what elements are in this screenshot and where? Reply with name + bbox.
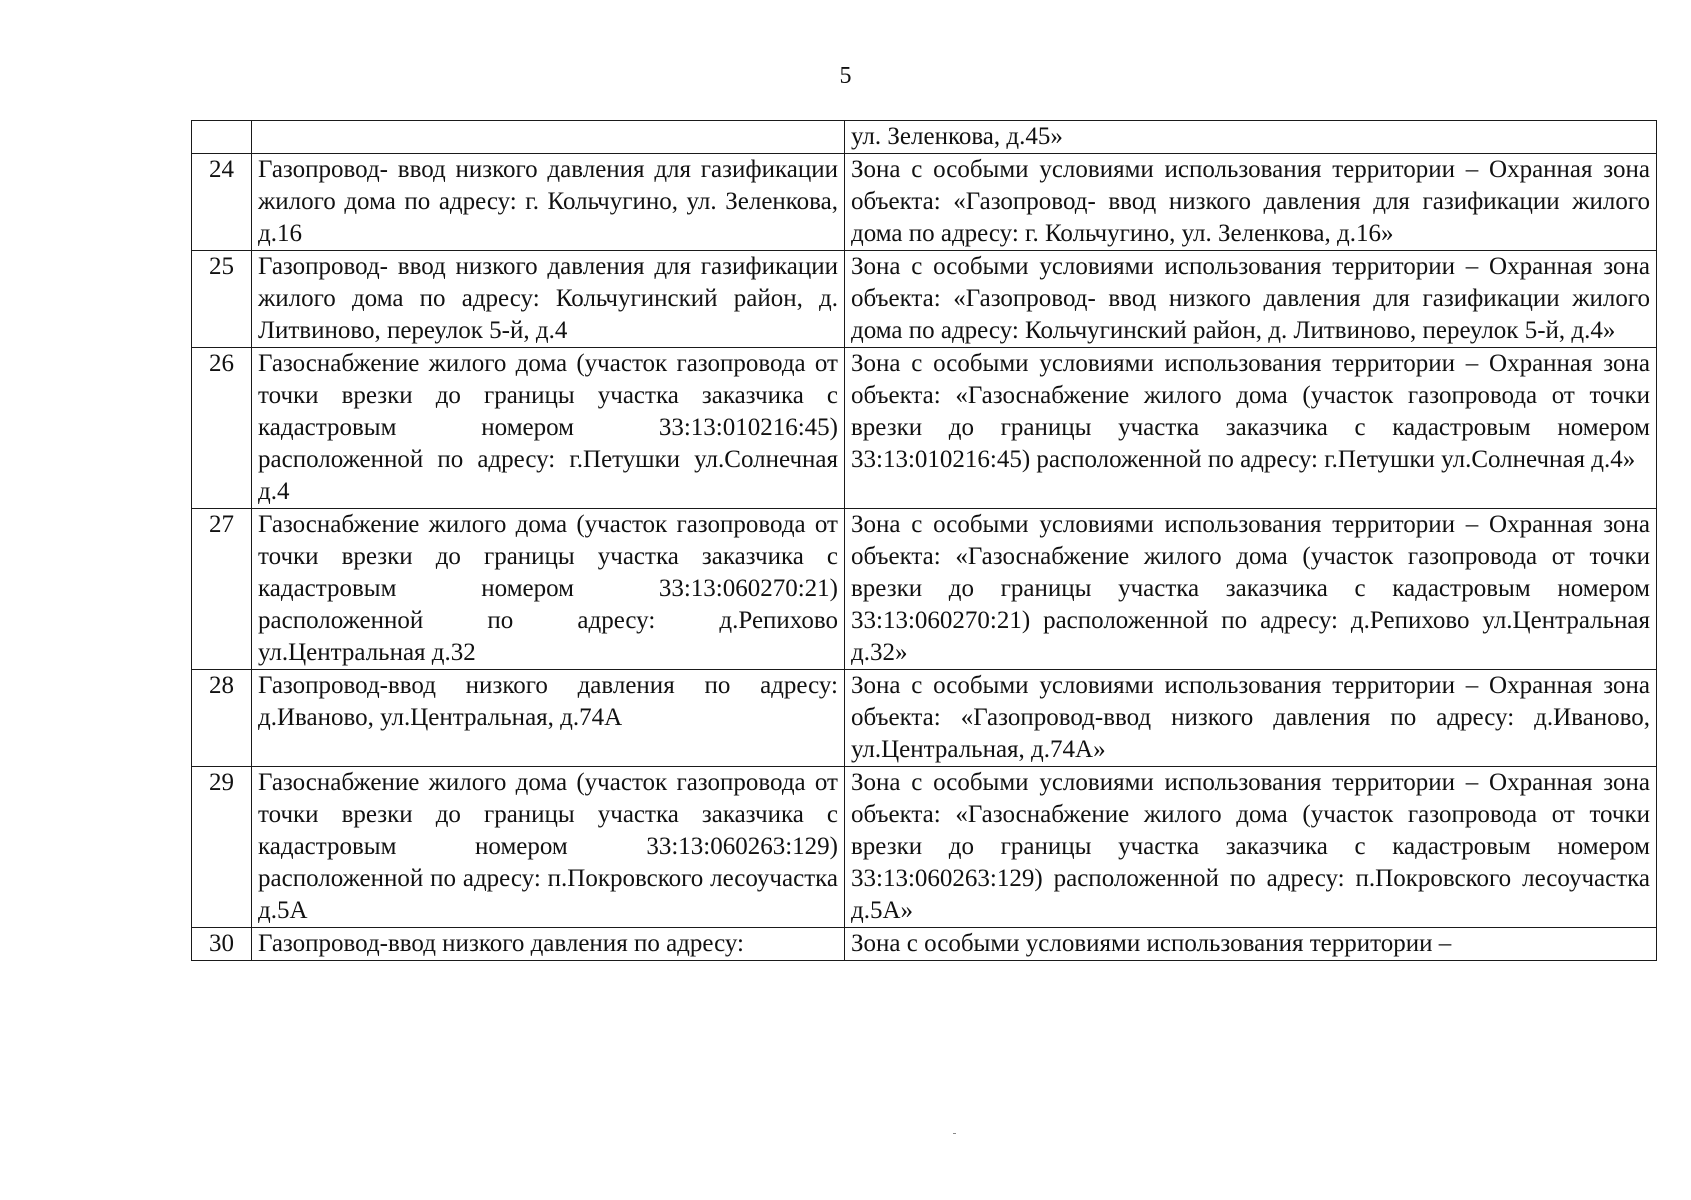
object-name-cell: Газопровод- ввод низкого давления для газификации жилого дома по адресу: Кольчугинский район, д. Литвиново, переулок 5-й, д.4	[252, 251, 845, 348]
row-number-cell: 29	[192, 767, 252, 928]
table-row-continuation	[192, 121, 1657, 154]
scan-speck	[953, 1133, 956, 1134]
table-row	[192, 154, 1657, 251]
zone-description-cell: Зона с особыми условиями использования территории – Охранная зона объекта: «Газопровод-ввод низкого давления по адресу: д.Иваново, ул.Центральная, д.74А»	[845, 670, 1657, 767]
table-row	[192, 251, 1657, 348]
zone-description-cell: Зона с особыми условиями использования территории –	[845, 928, 1657, 961]
table-row	[192, 928, 1657, 961]
zone-description-cell: Зона с особыми условиями использования территории – Охранная зона объекта: «Газоснабжение жилого дома (участок газопровода от точки врезки до границы участка заказчика с кадастровым номером 33:13:060270:21) расположенной по адресу: д.Репихово ул.Центральная д.32»	[845, 509, 1657, 670]
object-name-cell: Газоснабжение жилого дома (участок газопровода от точки врезки до границы участка заказчика с кадастровым номером 33:13:010216:45) расположенной по адресу: г.Петушки ул.Солнечная д.4	[252, 348, 845, 509]
zone-description-cell: Зона с особыми условиями использования территории – Охранная зона объекта: «Газопровод- ввод низкого давления для газификации жилого дома по адресу: Кольчугинский район, д. Литвиново, переулок 5-й, д.4»	[845, 251, 1657, 348]
object-name-cell: Газоснабжение жилого дома (участок газопровода от точки врезки до границы участка заказчика с кадастровым номером 33:13:060270:21) расположенной по адресу: д.Репихово ул.Центральная д.32	[252, 509, 845, 670]
zones-table	[191, 120, 1657, 961]
table-row	[192, 348, 1657, 509]
zone-description-cell: Зона с особыми условиями использования территории – Охранная зона объекта: «Газоснабжение жилого дома (участок газопровода от точки врезки до границы участка заказчика с кадастровым номером 33:13:010216:45) расположенной по адресу: г.Петушки ул.Солнечная д.4»	[845, 348, 1657, 509]
table-row	[192, 767, 1657, 928]
table-row	[192, 670, 1657, 767]
row-number-cell: 25	[192, 251, 252, 348]
row-number-cell: 28	[192, 670, 252, 767]
object-name-cell	[252, 121, 845, 154]
object-name-cell: Газопровод- ввод низкого давления для газификации жилого дома по адресу: г. Кольчугино, ул. Зеленкова, д.16	[252, 154, 845, 251]
row-number-cell: 26	[192, 348, 252, 509]
object-name-cell: Газопровод-ввод низкого давления по адресу:	[252, 928, 845, 961]
row-number-cell: 30	[192, 928, 252, 961]
zone-description-cell: ул. Зеленкова, д.45»	[845, 121, 1657, 154]
table-row	[192, 509, 1657, 670]
row-number-cell	[192, 121, 252, 154]
row-number-cell: 27	[192, 509, 252, 670]
row-number-cell: 24	[192, 154, 252, 251]
object-name-cell: Газопровод-ввод низкого давления по адресу: д.Иваново, ул.Центральная, д.74А	[252, 670, 845, 767]
zone-description-cell: Зона с особыми условиями использования территории – Охранная зона объекта: «Газоснабжение жилого дома (участок газопровода от точки врезки до границы участка заказчика с кадастровым номером 33:13:060263:129) расположенной по адресу: п.Покровского лесоучастка д.5А»	[845, 767, 1657, 928]
page-number: 5	[839, 63, 852, 89]
zone-description-cell: Зона с особыми условиями использования территории – Охранная зона объекта: «Газопровод- ввод низкого давления для газификации жилого дома по адресу: г. Кольчугино, ул. Зеленкова, д.16»	[845, 154, 1657, 251]
object-name-cell: Газоснабжение жилого дома (участок газопровода от точки врезки до границы участка заказчика с кадастровым номером 33:13:060263:129) расположенной по адресу: п.Покровского лесоучастка д.5А	[252, 767, 845, 928]
